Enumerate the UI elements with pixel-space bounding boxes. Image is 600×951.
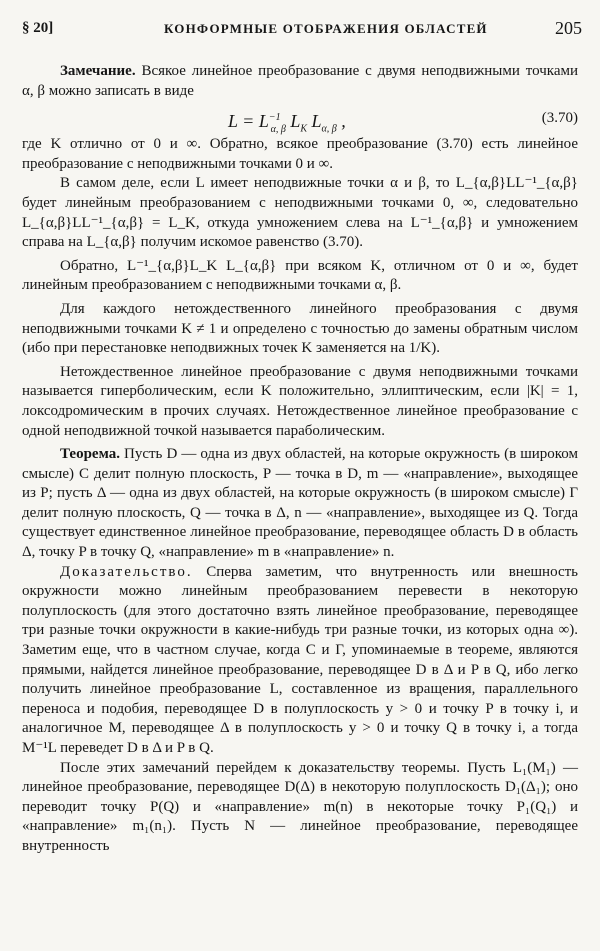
paragraph-3: Обратно, L⁻¹_{α,β}L_K L_{α,β} при всяком K, отличном от 0 и ∞, будет линейным преобразованием с неподвижными точками α, β. [22, 257, 578, 294]
section-number: § 20] [22, 20, 54, 36]
proof-paragraph [22, 563, 578, 759]
paragraph-5: Нетождественное линейное преобразование с двумя неподвижными точками называется гиперболическим, если K положительно, эллиптическим, если |K| = 1, локсодромическим в прочих случаях. Нетождественное линейное преобразование с одной неподвижной точкой называется параболическим. [22, 363, 578, 439]
page-number: 205 [555, 18, 582, 38]
formula-expression: $L = L^{-1}_{\alpha, \beta}$ $L_K$ $L_{\alpha, \beta}$ , [228, 111, 346, 135]
theorem-heading: Теорема. [60, 446, 120, 463]
formula-3-70 [22, 101, 578, 135]
theorem-paragraph [22, 445, 578, 563]
text-body [22, 62, 578, 857]
formula-number: (3.70) [541, 110, 578, 127]
paragraph-4: Для каждого нетождественного линейного преобразования с двумя неподвижными точками K ≠ 1 и определено с точностью до замены обратным числом (ибо при перестановке неподвижных точек K заменяется на 1/K). [22, 300, 578, 357]
running-title: КОНФОРМНЫЕ ОТОБРАЖЕНИЯ ОБЛАСТЕЙ [164, 21, 488, 36]
proof-heading: Доказательство. [60, 563, 193, 580]
paragraph-1: где K отлично от 0 и ∞. Обратно, всякое преобразование (3.70) есть линейное преобразование с неподвижными точками 0 и ∞. [22, 136, 578, 172]
page-header [22, 18, 582, 42]
paragraph-2: В самом деле, если L имеет неподвижные точки α и β, то L_{α,β}LL⁻¹_{α,β} будет линейным преобразованием с неподвижными точками 0, ∞, следовательно L_{α,β}LL⁻¹_{α,β} = L_K, откуда умножением слева на L⁻¹_{α,β} и умножением справа на L_{α,β} получим искомое равенство (3.70). [22, 175, 578, 251]
proof-text: Сперва заметим, что внутренность или внешность окружности можно линейным преобразованием перевести в некоторую полуплоскость (для этого достаточно взять линейное преобразование, переводящее три разные точки окружности в какие-нибудь три разные точки, из которых одна ∞). Заметим еще, что в частном случае, когда C и Γ, упоминаемые в теореме, являются прямыми, найдется линейное преобразование, переводящее D в Δ и P в Q, ибо легко получить линейное преобразование L, составленное из вращения, параллельного переноса и подобия, переводящее D в полуплоскость y > 0 и точку P в точку i, и аналогичное M, переводящее Δ в полуплоскость y > 0 и точку Q в точку i, а тогда M⁻¹L переведет D в Δ и P в Q. [22, 563, 578, 756]
theorem-text: Пусть D — одна из двух областей, на которые окружность (в широком смысле) C делит полную плоскость, P — точка в D, m — «направление», выходящее из P; пусть Δ — одна из двух областей, на которые окружность (в широком смысле) Γ делит полную плоскость, Q — точка в Δ, n — «направление», выходящее из Q. Тогда существует единственное линейное преобразование, переводящее область D в область Δ, точку P в точку Q, «направление» m в «направление» n. [22, 446, 578, 561]
paragraph-6: После этих замечаний перейдем к доказательству теоремы. Пусть L₁(M₁) — линейное преобразование, переводящее D(Δ) в некоторую полуплоскость D₁(Δ₁); оно переводит точку P(Q) и «направление» m(n) в некоторые точку P₁(Q₁) и «направление» m₁(n₁). Пусть N — линейное преобразование, переводящее внутренность [22, 759, 578, 854]
remark-paragraph [22, 62, 578, 101]
remark-text: Всякое линейное преобразование с двумя неподвижными точками α, β можно записать в виде [22, 63, 578, 99]
remark-heading: Замечание. [60, 63, 136, 79]
